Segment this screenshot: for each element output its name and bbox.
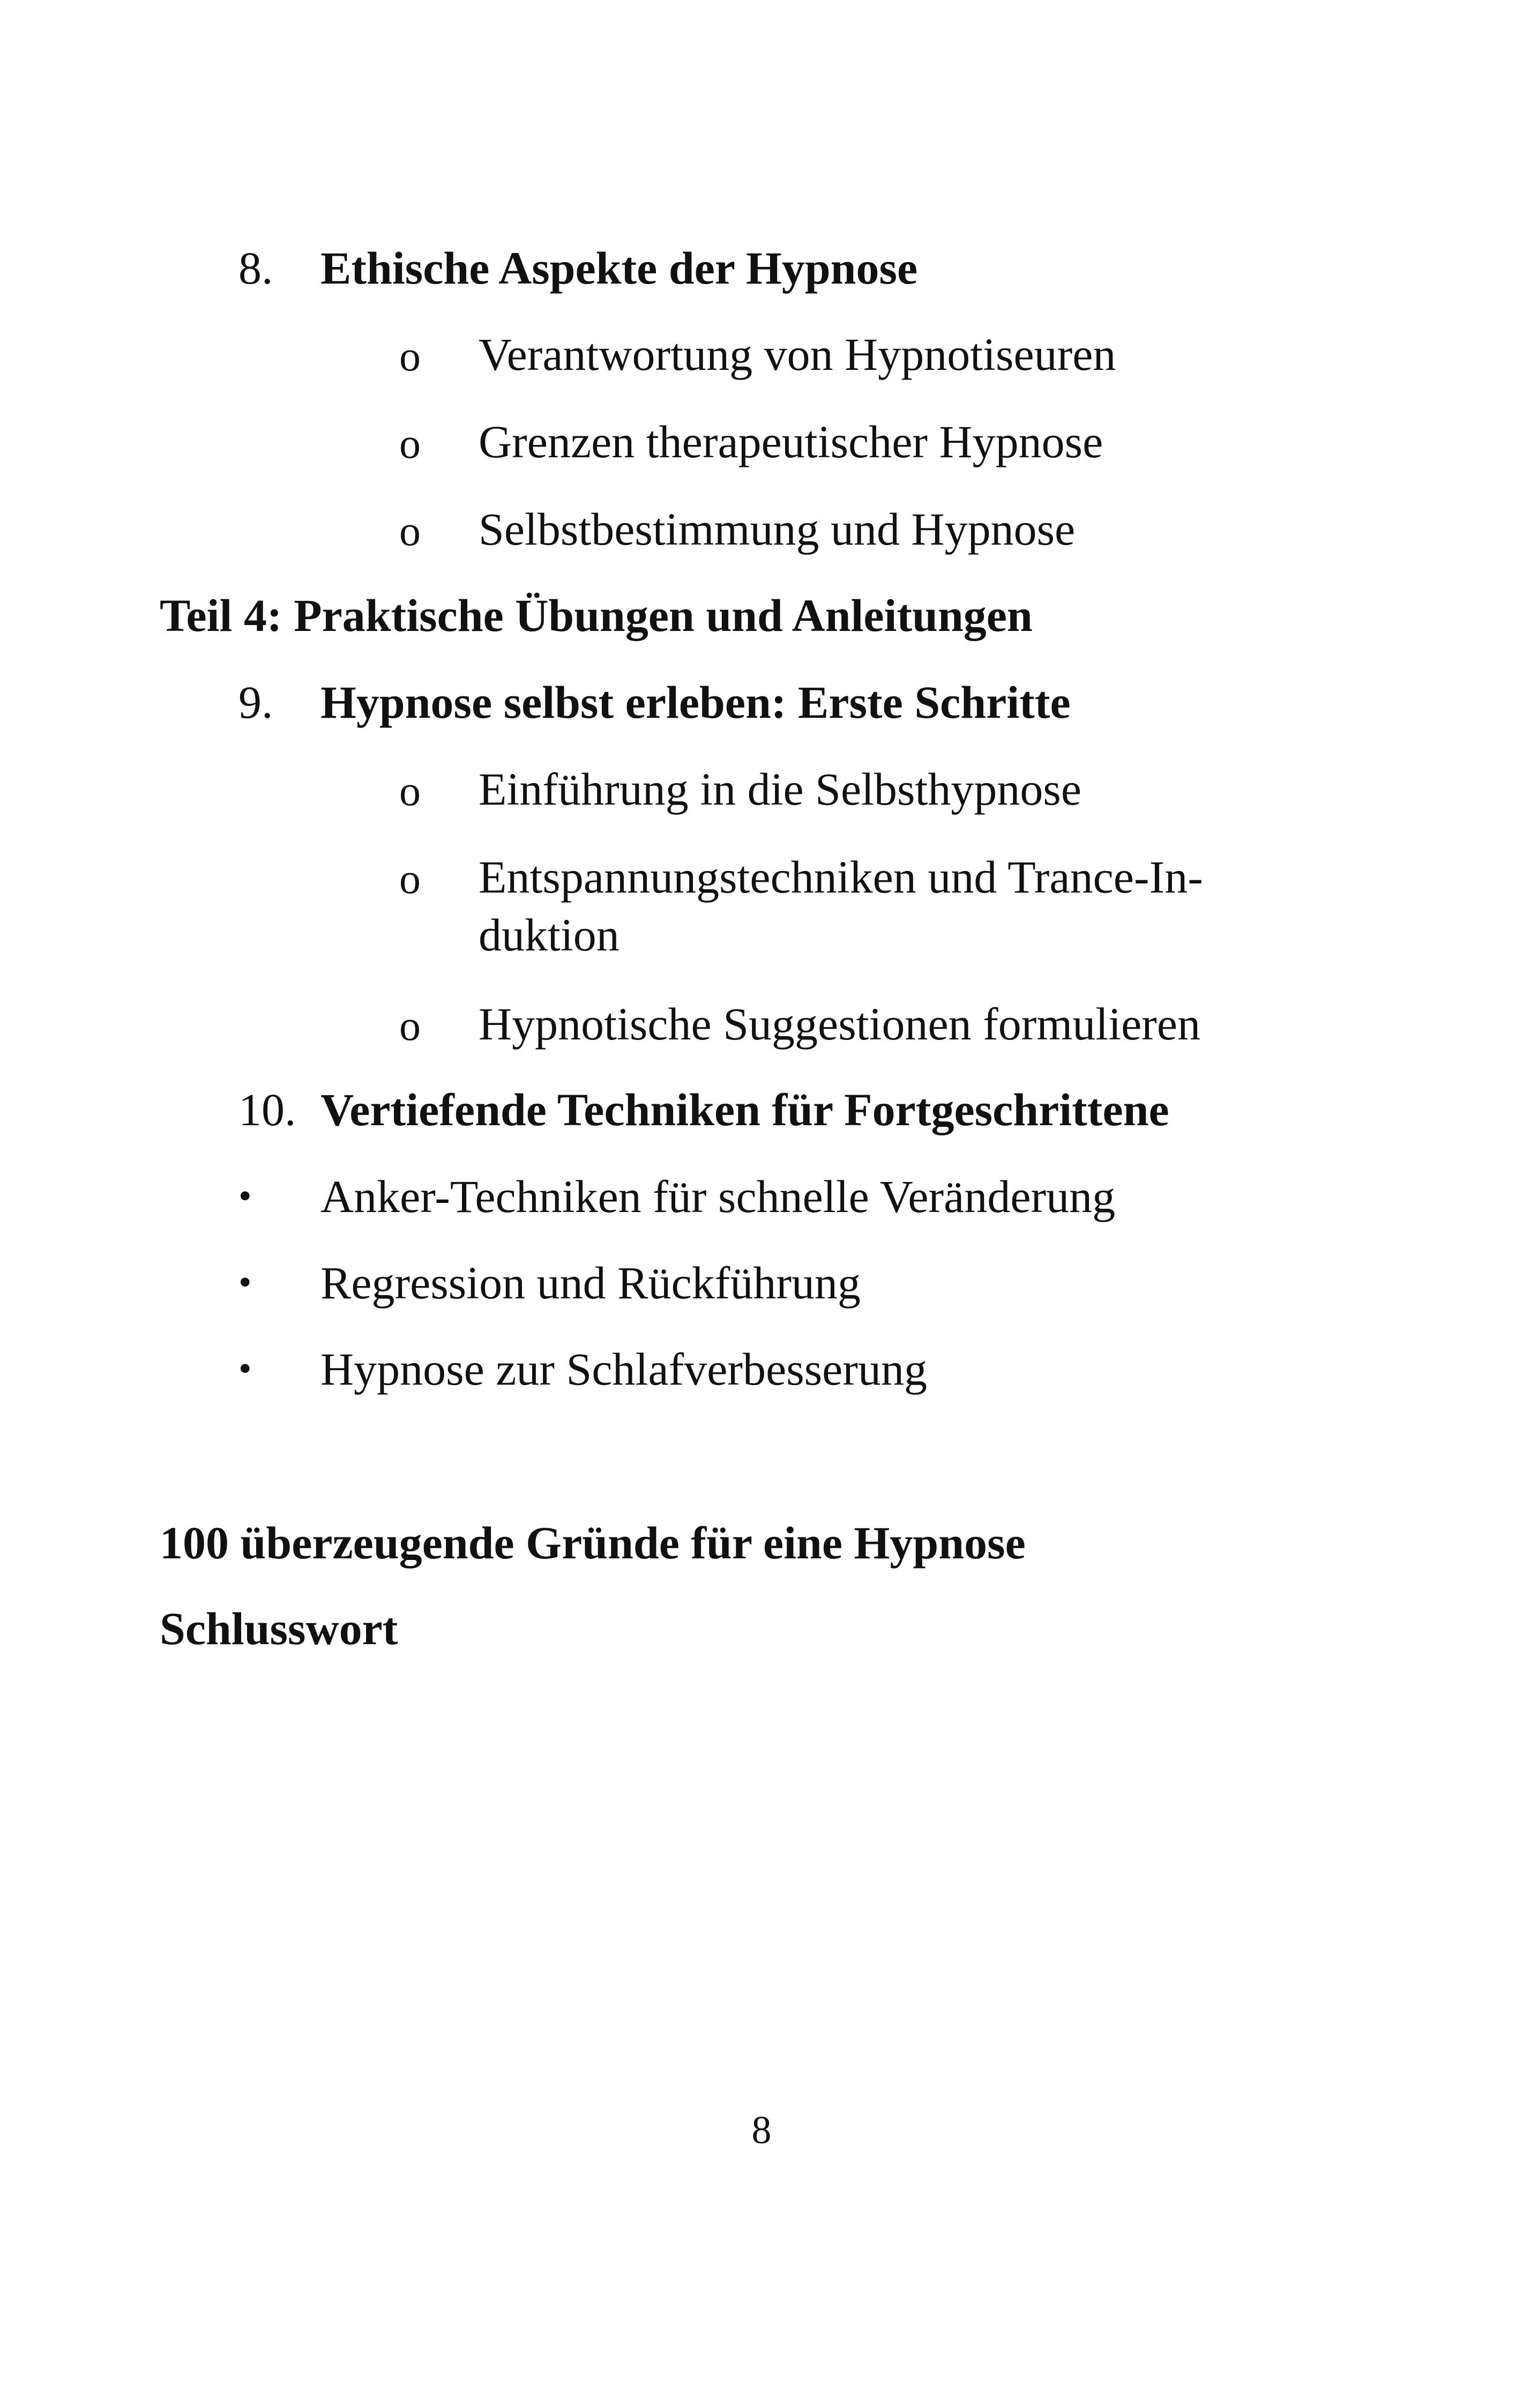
list-item: Selbstbestimmung und Hypnose [479, 503, 1076, 555]
bullet-marker: • [238, 1262, 252, 1303]
page-number: 8 [751, 2108, 772, 2152]
part-heading: Teil 4: Praktische Übungen und Anleitungen [160, 590, 1033, 641]
sub-marker: o [399, 856, 421, 903]
section-number: 8. [238, 242, 273, 294]
section-number: 10. [238, 1084, 296, 1135]
sub-marker: o [399, 768, 421, 815]
sub-marker: o [399, 508, 421, 555]
bullet-marker: • [238, 1348, 252, 1389]
bullet-marker: • [238, 1176, 252, 1217]
section-title: Vertiefende Techniken für Fortgeschrittene [320, 1084, 1169, 1135]
list-item: Hypnotische Suggestionen formulieren [479, 998, 1201, 1050]
list-item: Grenzen therapeutischer Hypnose [479, 416, 1103, 467]
list-item: Einführung in die Selbsthypnose [479, 763, 1082, 815]
section-title: Hypnose selbst erleben: Erste Schritte [320, 677, 1071, 728]
sub-marker: o [399, 420, 421, 467]
list-item: Regression und Rückführung [320, 1257, 861, 1309]
sub-marker: o [399, 1002, 421, 1050]
list-item-continuation: duktion [479, 909, 619, 961]
list-item: Hypnose zur Schlafverbesserung [320, 1343, 927, 1395]
section-title: Ethische Aspekte der Hypnose [320, 242, 918, 294]
sub-marker: o [399, 333, 421, 380]
list-item: Entspannungstechniken und Trance-In- [479, 851, 1203, 903]
list-item: Anker-Techniken für schnelle Veränderung [320, 1171, 1116, 1222]
list-item: Verantwortung von Hypnotiseuren [479, 329, 1116, 380]
reasons-heading: 100 überzeugende Gründe für eine Hypnose [160, 1517, 1026, 1569]
closing-heading: Schlusswort [160, 1603, 398, 1654]
section-number: 9. [238, 677, 273, 728]
